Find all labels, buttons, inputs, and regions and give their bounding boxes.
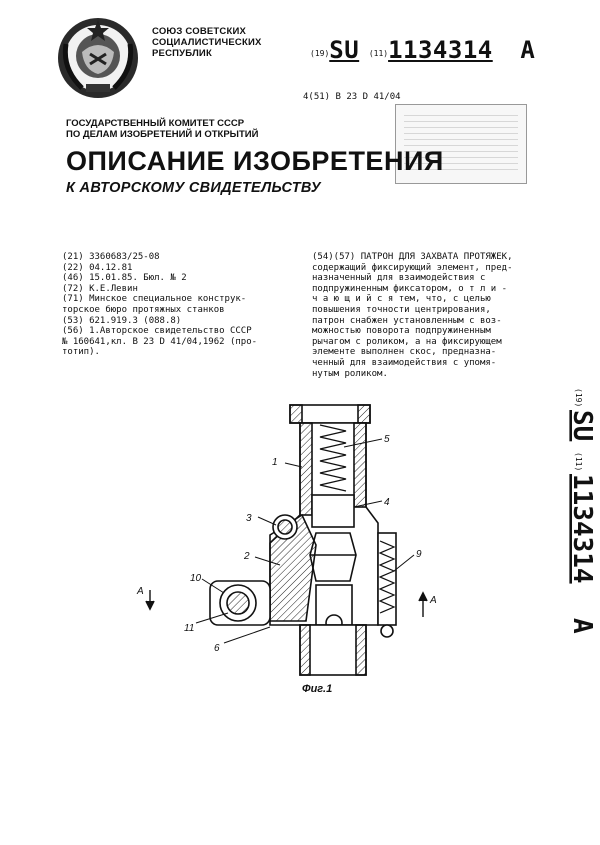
label-2: 2: [244, 551, 250, 562]
biblio-line: торское бюро протяжных станков: [62, 304, 225, 315]
label-9: 9: [416, 549, 422, 560]
biblio-line: (22) 04.12.81: [62, 262, 133, 273]
kind-code: A: [520, 36, 536, 64]
committee-name: [66, 118, 258, 140]
section-label-right: A: [430, 595, 437, 606]
country-code: SU: [329, 36, 360, 64]
committee-line: ГОСУДАРСТВЕННЫЙ КОМИТЕТ СССР: [66, 118, 245, 129]
abstract-line: (54)(57) ПАТРОН ДЛЯ ЗАХВАТА ПРОТЯЖЕК,: [312, 252, 513, 262]
biblio-line: тотип).: [62, 347, 100, 358]
technical-drawing: [120, 395, 450, 695]
biblio-line: № 160641,кл. B 23 D 41/04,1962 (про-: [62, 336, 258, 347]
org-line: РЕСПУБЛИК: [152, 48, 212, 59]
fixing-element: [312, 495, 354, 527]
label-4: 4: [384, 497, 390, 508]
side-number: 1134314: [567, 474, 597, 584]
biblio-line: (21) 3360683/25-08: [62, 252, 160, 262]
abstract-line: подпружиненным фиксатором, о т л и -: [312, 283, 508, 294]
ipc-classification: 4(51) B 23 D 41/04: [303, 92, 401, 102]
biblio-line: (46) 15.01.85. Бюл. № 2: [62, 273, 187, 284]
bibliographic-data: [62, 252, 297, 358]
label-5: 5: [384, 434, 390, 445]
abstract: [312, 252, 544, 379]
abstract-line: повышения точности центрирования,: [312, 304, 491, 315]
side-prefix-1: (19): [574, 388, 583, 408]
abstract-line: назначенный для взаимодействия с: [312, 273, 486, 284]
document-subtitle: К АВТОРСКОМУ СВИДЕТЕЛЬСТВУ: [66, 180, 321, 196]
abstract-line: содержащий фиксирующий элемент, пред-: [312, 262, 513, 273]
abstract-line: можностью поворота подпружиненным: [312, 326, 491, 337]
abstract-line: элементе выполнен скос, предназна-: [312, 347, 497, 358]
label-10: 10: [190, 573, 202, 584]
org-line: СОЦИАЛИСТИЧЕСКИХ: [152, 37, 262, 48]
pub-prefix: (19): [310, 49, 330, 58]
organization-name: [152, 26, 262, 59]
biblio-line: (56) 1.Авторское свидетельство СССР: [62, 326, 252, 337]
document-title: ОПИСАНИЕ ИЗОБРЕТЕНИЯ: [66, 146, 444, 176]
label-1: 1: [272, 457, 278, 468]
abstract-line: ч а ю щ и й с я тем, что, с целью: [312, 294, 491, 305]
abstract-line: рычагом с роликом, а на фиксирующем: [312, 336, 502, 347]
abstract-line: патрон снабжен установленным с воз-: [312, 315, 502, 326]
label-6: 6: [214, 643, 220, 654]
label-11: 11: [184, 623, 195, 634]
patent-number: 1134314: [388, 36, 493, 64]
abstract-line: ченный для взаимодействия с упомя-: [312, 357, 497, 368]
biblio-line: (72) К.Е.Левин: [62, 283, 138, 294]
figure-caption: Фиг.1: [302, 683, 333, 695]
section-label-left: A: [137, 586, 144, 597]
side-country: SU: [567, 410, 597, 442]
side-kind: A: [567, 618, 597, 634]
side-publication-number: [520, 380, 600, 660]
biblio-line: (71) Минское специальное конструк-: [62, 294, 247, 305]
label-3: 3: [246, 513, 252, 524]
publication-number: [310, 36, 535, 64]
number-prefix: (11): [368, 49, 389, 58]
abstract-line: нутым роликом.: [312, 368, 388, 379]
side-prefix-2: (11): [574, 452, 583, 472]
committee-line: ПО ДЕЛАМ ИЗОБРЕТЕНИЙ И ОТКРЫТИЙ: [66, 129, 259, 140]
ussr-emblem-icon: [52, 14, 144, 102]
biblio-line: (53) 621.919.3 (088.8): [62, 315, 182, 326]
org-line: СОЮЗ СОВЕТСКИХ: [152, 26, 247, 37]
